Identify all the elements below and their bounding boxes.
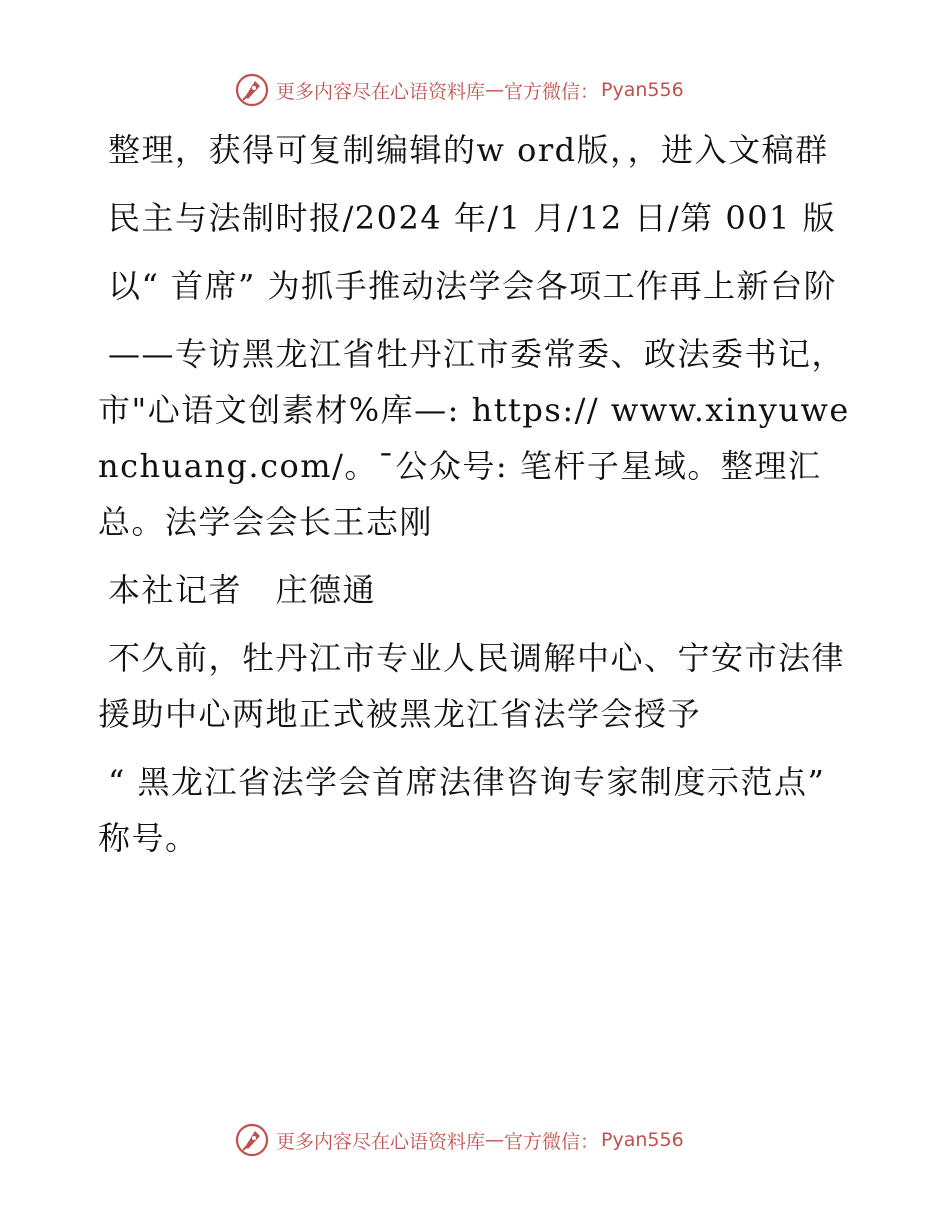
watermark-separator: — [485,79,505,101]
article-title: 以“ 首席” 为抓手推动法学会各项工作再上新台阶 [108,267,838,305]
body-paragraph: “ 黑龙江省法学会首席法律咨询专家制度示范点” 称号。 [98,763,826,857]
watermark-text: 更多内容尽在心语资料库 [276,1130,486,1153]
watermark-text: 更多内容尽在心语资料库 [276,80,486,103]
intro-paragraph: 整理，获得可复制编辑的w ord版，，进入文稿群 [108,131,829,169]
body-paragraph: 不久前，牡丹江市专业人民调解中心、宁安市法律援助中心两地正式被黑龙江省法学会授予 [98,639,846,733]
watermark-wechat-label: 官方微信： [504,1130,600,1153]
watermark-wechat-label: 官方微信： [504,80,600,103]
watermark-wechat-id: Pyan556 [601,1129,684,1151]
article-subtitle: ——专访黑龙江省牡丹江市委常委、政法委书记，市"心语文创素材%库—: https:// www.xinyuwenchuang.com/。¯公众号: 笔杆子星域。整理汇总。法学会会长王志刚 [98,335,850,541]
watermark-wechat-id: Pyan556 [601,79,684,101]
footer-watermark [234,1122,684,1158]
pen-nib-logo-icon [234,72,270,108]
reporter-line: 本社记者 庄德通 [108,571,377,609]
watermark-separator: — [485,1129,505,1151]
pen-nib-logo-icon [234,1122,270,1158]
document-body [98,122,858,878]
header-watermark [234,72,684,108]
publication-line: 民主与法制时报/2024 年/1 月/12 日/第 001 版 [108,199,837,237]
